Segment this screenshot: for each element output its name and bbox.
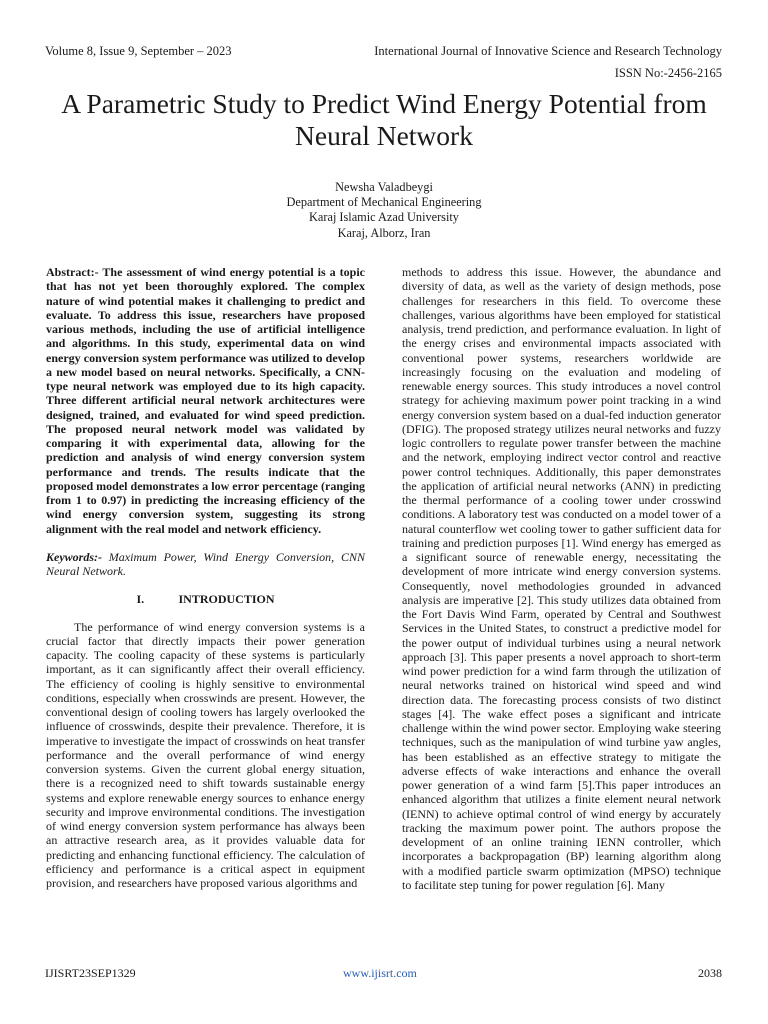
intro-paragraph-right: methods to address this issue. However, the abundance and diversity of data, as well as the variety of design methods, pose challenges for researchers in this field. To overcome these challenges, various algorithms have been employed for statistical analysis, trend prediction, and performance evaluation. In light of the energy crises and environmental impacts associated with conventional power systems, researchers worldwide are increasingly focusing on the evaluation and modeling of renewable energy sources. This study introduces a novel control strategy for achieving maximum power point tracking in a wind energy conversion system based on a dual-fed induction generator (DFIG). The proposed strategy utilizes neural networks and fuzzy logic controllers to regulate power transfer between the machine and the network, employing indirect vector control and reactive power control techniques. Additionally, this paper demonstrates the application of artificial neural networks (ANN) in predicting the thermal performance of a cooling tower under crosswind conditions. A laboratory test was conducted on a model tower of a natural counterflow wet cooling tower to gather sufficient data for training and prediction purposes [1]. Wind energy has emerged as a significant source of renewable energy, necessitating the development of more intricate wind energy conversion systems. Consequently, novel methodologies grounded in advanced analysis are imperative [2]. This study utilizes data obtained from the Fort Davis Wind Farm, operated by Central and Southwest Services in the United States, to construct a predictive model for the power output of individual turbines using a neural network approach [3]. This paper presents a novel approach to short-term wind power prediction for a wind farm through the utilization of neural networks trained on historical wind speed and wind direction data. The forecasting process consists of two distinct stages [4]. The wake effect poses a significant and intricate challenge within the wind power sector. Employing wake steering techniques, such as the manipulation of wind turbine yaw angles, has been established as an effective strategy to mitigate the adverse effects of wake interactions and enhance the overall power generation of a wind farm [5].This paper introduces an enhanced algorithm that utilizes a finite element neural network (IENN) to achieve optimal control of wind energy by accurately tracking the maximum power point. The authors propose the development of an online training IENN controller, which incorporates a backpropagation (BP) learning algorithm along with a modified particle swarm optimization (MPSO) technique to facilitate step tuning for power regulation [6]. Many: [402, 265, 721, 892]
author-block: [100, 180, 668, 241]
section-heading: [46, 592, 365, 606]
keywords-label: Keywords:-: [46, 549, 102, 564]
left-column: [46, 265, 365, 890]
author-name: Newsha Valadbeygi: [335, 180, 433, 194]
keywords: [46, 550, 365, 579]
footer-website-link[interactable]: www.ijisrt.com: [343, 966, 417, 980]
paper-title: A Parametric Study to Predict Wind Energy Potential from Neural Network: [61, 88, 707, 151]
header-issn: ISSN No:-2456-2165: [614, 66, 722, 80]
footer-paper-id: IJISRT23SEP1329: [45, 966, 136, 980]
footer-page-number: 2038: [698, 966, 722, 980]
section-title: INTRODUCTION: [178, 592, 275, 607]
author-location: Karaj, Alborz, Iran: [337, 225, 431, 240]
keywords-text: Maximum Power, Wind Energy Conversion, CNN Neural Network.: [46, 549, 365, 578]
author-university: Karaj Islamic Azad University: [309, 210, 459, 225]
section-number: I.: [136, 592, 145, 607]
header-journal: International Journal of Innovative Science and Research Technology: [374, 44, 722, 58]
header-volume: Volume 8, Issue 9, September – 2023: [45, 44, 232, 58]
abstract: Abstract:- The assessment of wind energy potential is a topic that has not yet been thoroughly explored. The complex nature of wind potential makes it challenging to predict and evaluate. To address this issue, researchers have proposed various methods, including the use of artificial intelligence and algorithms. In this study, experimental data on wind energy conversion system performance was utilized to develop a new model based on neural networks. Specifically, a CNN-type neural network was employed due to its high capacity. Three different artificial neural network architectures were designed, trained, and evaluated for wind speed prediction. The proposed neural network model was validated by comparing it with experimental data, allowing for the prediction and analysis of wind energy conversion system performance and trends. The results indicate that the proposed model demonstrates a low error percentage (ranging from 1 to 0.97) in predicting the increasing efficiency of the wind energy conversion system, suggesting its strong alignment with the real model and network efficiency.: [46, 265, 365, 536]
intro-paragraph-left: The performance of wind energy conversion systems is a crucial factor that directly impacts their power generation capacity. The cooling capacity of these systems is particularly important, as it can significantly affect their overall efficiency. The efficiency of cooling is highly sensitive to environmental conditions, especially when crosswinds are present. However, the conventional design of cooling towers has largely overlooked the influence of crosswinds, despite their prevalence. Therefore, it is imperative to investigate the impact of crosswinds on heat transfer performance and the overall performance of wind energy conversion systems. Given the current global energy situation, there is a recognized need to shift towards sustainable energy systems and explore renewable energy sources to enhance energy security and improve environmental conditions. The investigation of wind energy conversion system performance has always been an attractive research area, as it provides valuable data for predicting and enhancing functional efficiency. The calculation of efficiency and performance is a critical aspect in equipment provision, and researchers have proposed various algorithms and: [46, 619, 365, 890]
author-department: Department of Mechanical Engineering: [286, 195, 482, 210]
right-column: [402, 265, 721, 892]
